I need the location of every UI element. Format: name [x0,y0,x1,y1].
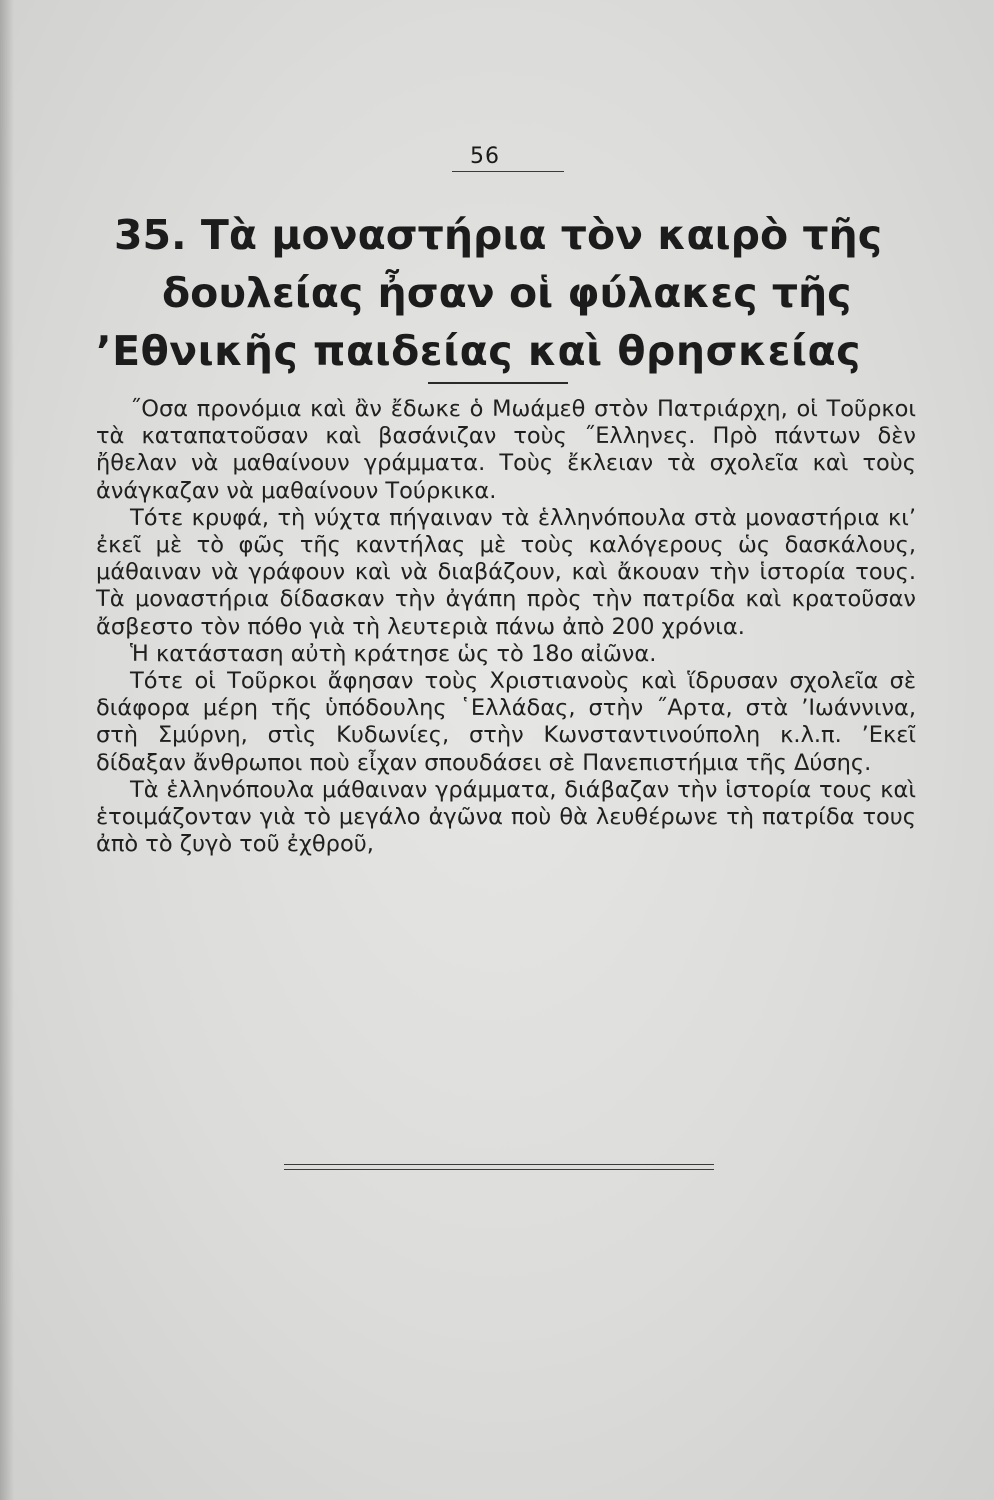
paragraph-18th-century: Ἡ κατάσταση αὐτὴ κράτησε ὡς τὸ 18ο αἰῶνα. [130,640,657,667]
body-text [96,396,916,858]
title-divider [428,382,568,384]
paragraph-schools: Τότε οἱ Τοῦρκοι ἄφησαν τοὺς Χριστιανοὺς καὶ ἵδρυσαν σχολεῖα σὲ διάφορα μέρη τῆς ὑπόδουλης ῾Ελλάδας, στὴν ˝Αρτα, στὰ ’Ιωάννινα, στὴ Σμύρνη, στὶς Κυδωνίες, στὴν Κωνσταντινούπολη κ.λ.π. ’Εκεῖ δίδαξαν ἄνθρωποι ποὺ εἶχαν σπουδάσει σὲ Πανεπιστήμια τῆς Δύσης. [96,668,916,776]
chapter-title-line-2: δουλείας ἦσαν οἱ φύλακες τῆς [162,269,852,317]
chapter-title-line-1: 35. Τὰ μοναστήρια τὸν καιρὸ τῆς [114,211,883,259]
page-number-rule [452,171,564,172]
end-rule-top [284,1164,714,1165]
paragraph-monasteries: Τότε κρυφά, τὴ νύχτα πήγαιναν τὰ ἑλληνόπουλα στὰ μοναστήρια κι’ ἐκεῖ μὲ τὸ φῶς τῆς καντήλας μὲ τοὺς καλόγερους ὡς δασκάλους, μάθαιναν νὰ γράφουν καὶ νὰ διαβάζουν, καὶ ἄκουαν τὴν ἱστορία τους. Τὰ μοναστήρια δίδασκαν τὴν ἀγάπη πρὸς τὴν πατρίδα καὶ κρατοῦσαν ἄσβεστο τὸν πόθο γιὰ τὴ λευτεριὰ πάνω ἀπὸ 200 χρόνια. [96,504,916,640]
paragraph-privileges: ˝Οσα προνόμια καὶ ἂν ἔδωκε ὁ Μωάμεθ στὸν Πατριάρχη, οἱ Τοῦρκοι τὰ καταπατοῦσαν καὶ βασάνιζαν τοὺς ˝Ελληνες. Πρὸ πάντων δὲν ἤθελαν νὰ μαθαίνουν γράμματα. Τοὺς ἔκλειαν τὰ σχολεῖα καὶ τοὺς ἀνάγκαζαν νὰ μαθαίνουν Τούρκικα. [96,396,916,504]
end-rule-bottom [284,1169,714,1170]
chapter-title-line-3: ’Εθνικῆς παιδείας καὶ θρησκείας [96,327,861,375]
paragraph-children: Τὰ ἑλληνόπουλα μάθαιναν γράμματα, διάβαζαν τὴν ἱστορία τους καὶ ἑτοιμάζονταν γιὰ τὸ μεγάλο ἀγῶνα ποὺ θὰ λευθέρωνε τὴ πατρίδα τους ἀπὸ τὸ ζυγὸ τοῦ ἐχθροῦ, [96,776,916,858]
page-number: 56 [470,144,500,169]
binding-shadow [0,0,14,1500]
chapter-title [96,206,926,380]
